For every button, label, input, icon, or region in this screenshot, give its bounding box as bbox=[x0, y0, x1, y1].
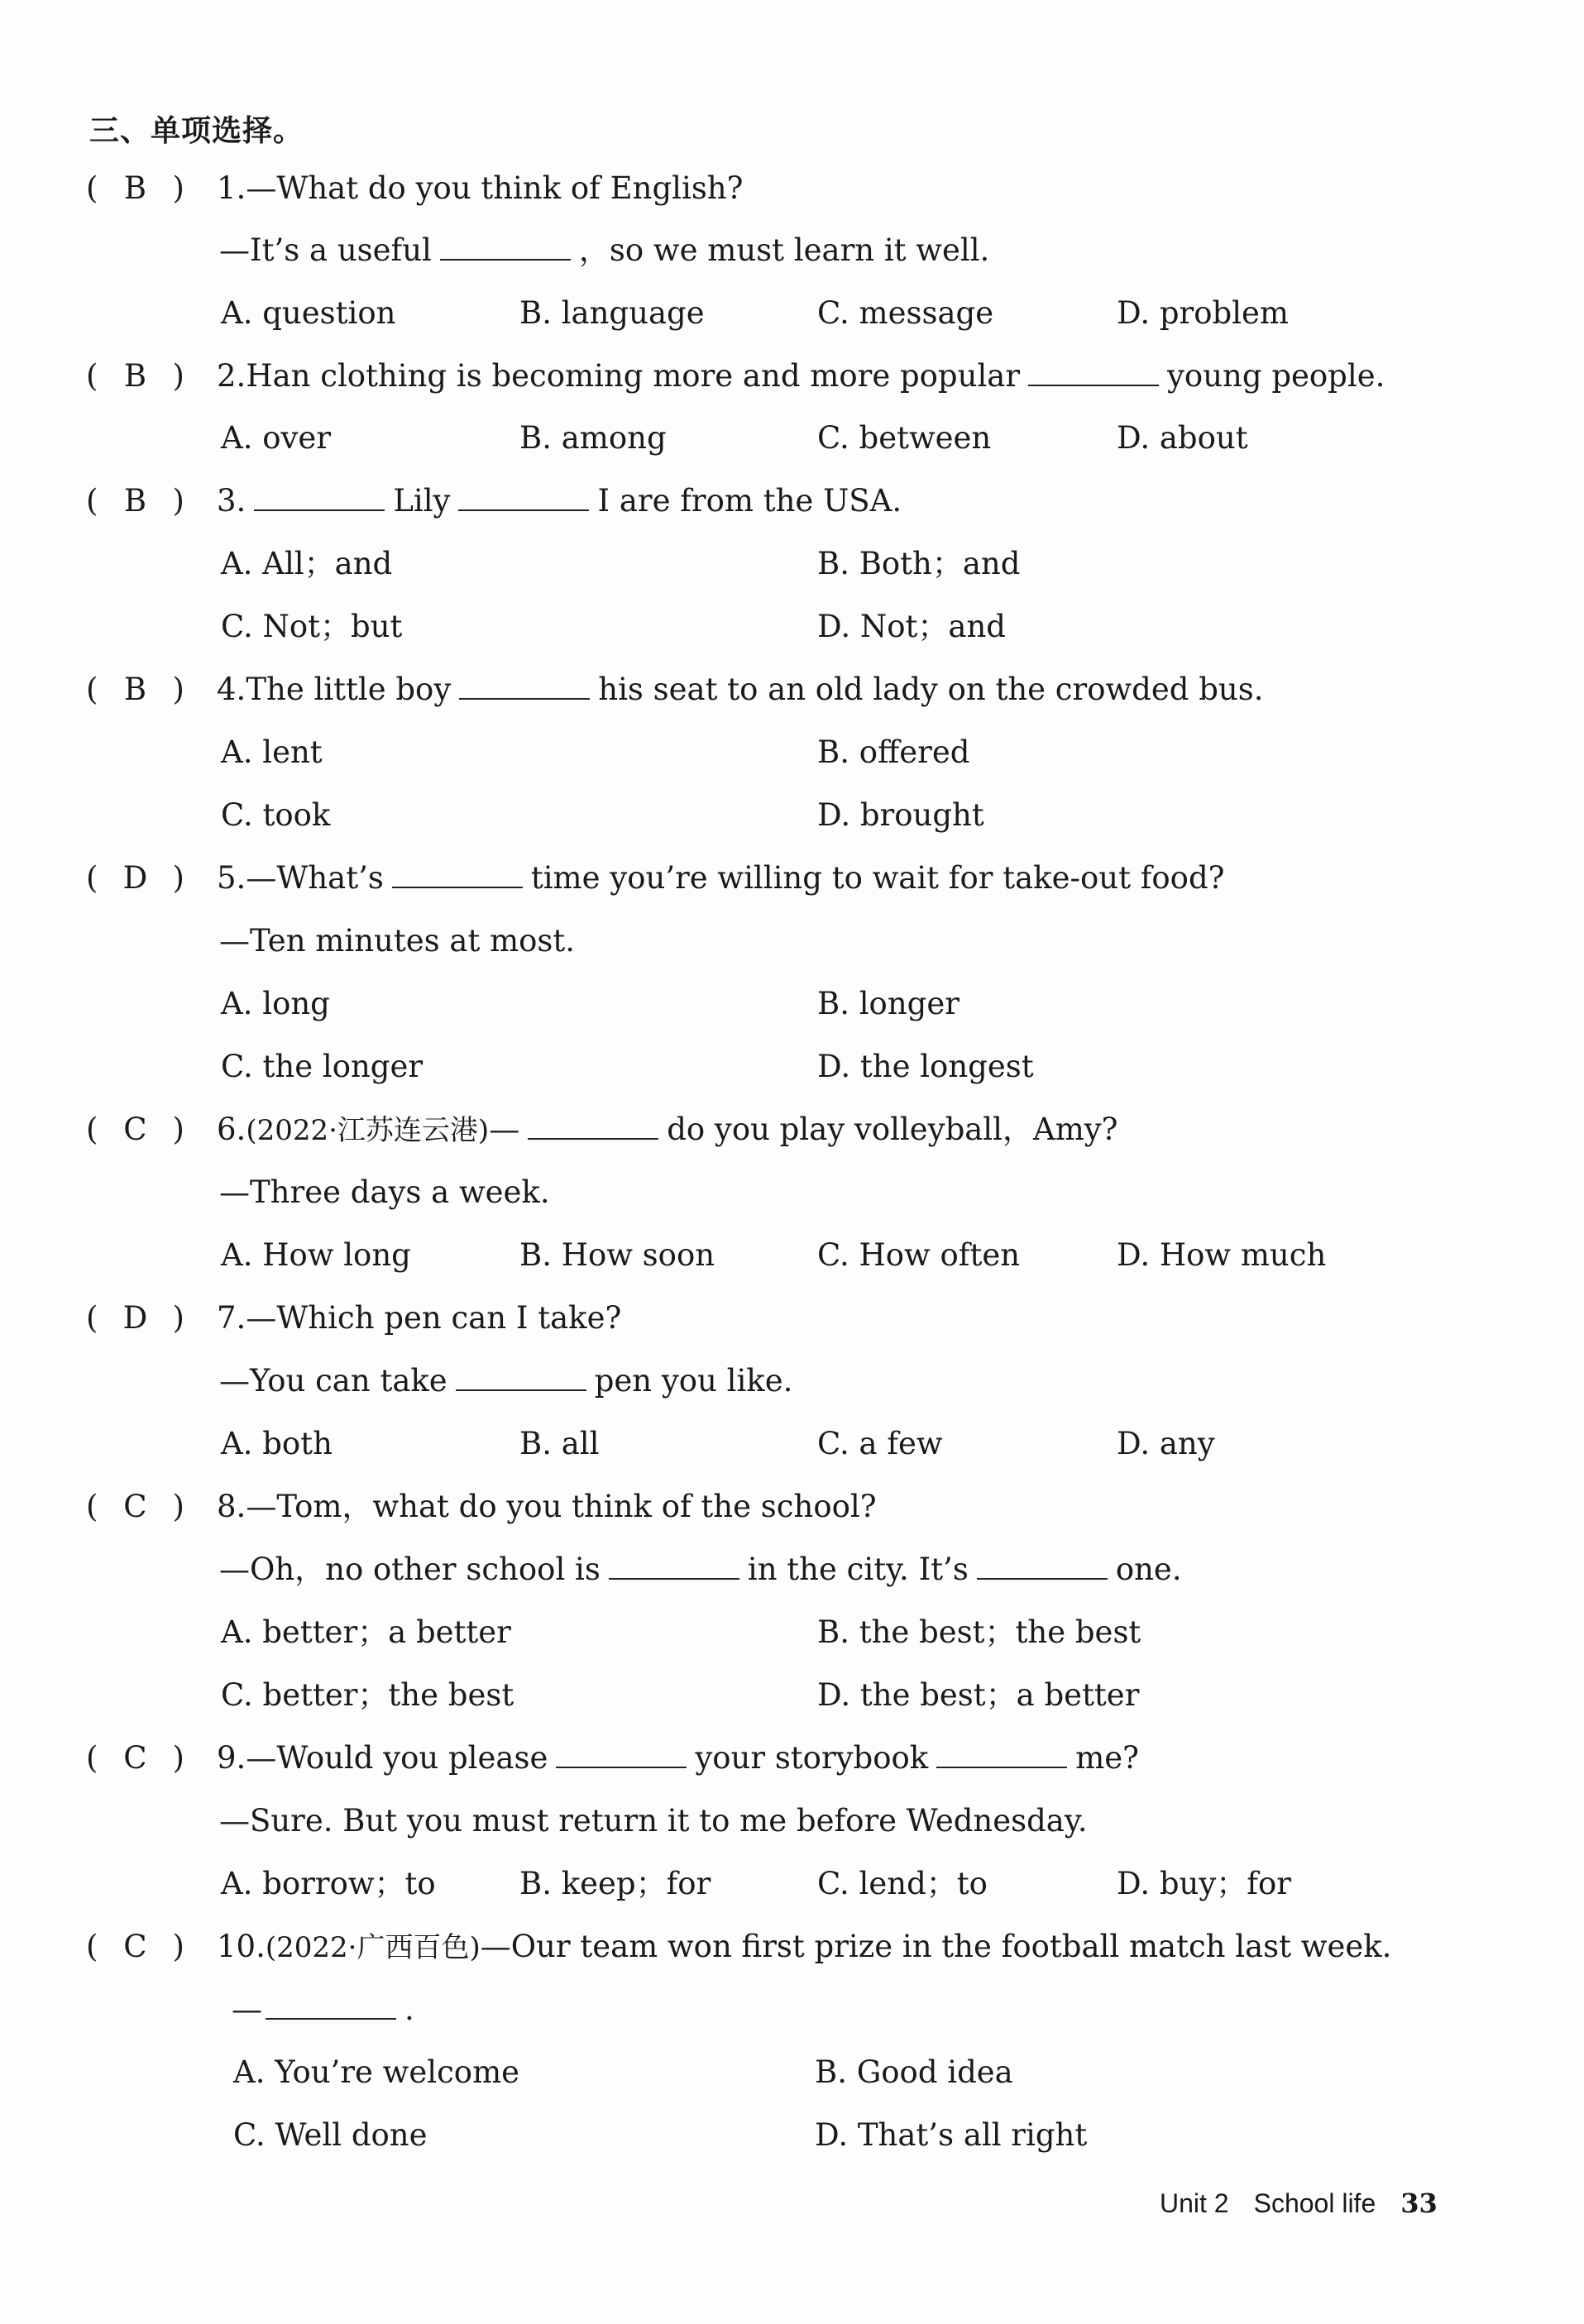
question-9: ( C ) 9.—Would you please your storybook me? bbox=[86, 1738, 1139, 1778]
answer-blank bbox=[556, 1742, 687, 1768]
question-6: ( C ) 6.(2022·江苏连云港)— do you play volleyball，Amy? bbox=[86, 1110, 1118, 1150]
question-1-line2: —It’s a useful ，so we must learn it well. bbox=[219, 232, 990, 268]
question-1: ( B ) 1.—What do you think of English? bbox=[86, 169, 743, 208]
option: D. That’s all right bbox=[815, 2117, 1088, 2153]
answer-4: B bbox=[123, 672, 147, 707]
option: C. lend；to bbox=[817, 1866, 988, 1901]
option: D. buy；for bbox=[1117, 1866, 1291, 1901]
answer-9: C bbox=[123, 1740, 147, 1776]
option: D. How much bbox=[1117, 1237, 1327, 1273]
option: A. borrow；to bbox=[221, 1866, 436, 1901]
answer-7: D bbox=[122, 1300, 148, 1336]
answer-blank bbox=[1028, 360, 1159, 386]
answer-6: C bbox=[123, 1112, 147, 1147]
question-7: ( D ) 7.—Which pen can I take? bbox=[86, 1298, 621, 1338]
answer-8: C bbox=[123, 1489, 147, 1524]
option: B. Good idea bbox=[815, 2054, 1013, 2090]
answer-blank bbox=[254, 485, 385, 511]
option: D. problem bbox=[1117, 295, 1290, 331]
option: A. over bbox=[221, 420, 332, 456]
answer-blank bbox=[456, 1365, 586, 1391]
option: D. the best；a better bbox=[817, 1677, 1140, 1713]
footer-title: School life bbox=[1253, 2188, 1376, 2218]
option: B. Both；and bbox=[817, 546, 1021, 581]
answer-blank bbox=[440, 234, 571, 261]
option: C. Not；but bbox=[221, 609, 403, 644]
option: A. long bbox=[221, 986, 330, 1021]
page-number: 33 bbox=[1400, 2188, 1438, 2219]
option: B. keep；for bbox=[519, 1866, 711, 1901]
question-7-line2: —You can take pen you like. bbox=[219, 1363, 793, 1399]
option: D. Not；and bbox=[817, 609, 1006, 644]
question-4: ( B ) 4.The little boy his seat to an old lady on the crowded bus. bbox=[86, 670, 1263, 710]
option: A. lent bbox=[221, 734, 323, 770]
option: A. All；and bbox=[221, 546, 393, 581]
option: C. Well done bbox=[233, 2117, 428, 2153]
option: C. took bbox=[221, 797, 331, 833]
option: C. How often bbox=[817, 1237, 1021, 1273]
option: A. You’re welcome bbox=[233, 2054, 520, 2090]
option: B. offered bbox=[817, 734, 970, 770]
option: A. How long bbox=[221, 1237, 411, 1273]
option: D. about bbox=[1117, 420, 1248, 456]
answer-2: B bbox=[123, 358, 147, 394]
question-source: (2022·广西百色) bbox=[265, 1931, 481, 1964]
question-5-line2: —Ten minutes at most. bbox=[219, 923, 576, 959]
question-3: ( B ) 3. Lily I are from the USA. bbox=[86, 481, 902, 521]
option: B. the best；the best bbox=[817, 1614, 1141, 1650]
page-footer bbox=[1160, 2188, 1438, 2219]
answer-blank bbox=[459, 673, 590, 700]
option: D. brought bbox=[817, 797, 984, 833]
option: A. better；a better bbox=[221, 1614, 511, 1650]
question-6-line2: —Three days a week. bbox=[219, 1174, 550, 1210]
question-8-line2: —Oh，no other school is in the city. It’s one. bbox=[219, 1552, 1182, 1587]
answer-blank bbox=[266, 1993, 396, 2020]
question-10-line2: — . bbox=[232, 1992, 414, 2027]
question-10: ( C ) 10.(2022·广西百色)—Our team won first prize in the football match last week. bbox=[86, 1927, 1391, 1968]
answer-blank bbox=[609, 1553, 739, 1580]
option: B. among bbox=[519, 420, 667, 456]
answer-blank bbox=[528, 1113, 658, 1140]
section-title: 三、单项选择。 bbox=[89, 114, 304, 148]
option: B. language bbox=[519, 295, 705, 331]
option: C. between bbox=[817, 420, 992, 456]
answer-5: D bbox=[122, 860, 148, 896]
question-8: ( C ) 8.—Tom，what do you think of the school? bbox=[86, 1487, 877, 1527]
answer-blank bbox=[458, 485, 589, 511]
option: C. better；the best bbox=[221, 1677, 514, 1713]
option: A. both bbox=[221, 1426, 333, 1461]
option: B. all bbox=[519, 1426, 600, 1461]
option: C. the longer bbox=[221, 1049, 424, 1084]
question-source: (2022·江苏连云港) bbox=[246, 1114, 490, 1147]
answer-blank bbox=[936, 1742, 1067, 1768]
option: D. any bbox=[1117, 1426, 1215, 1461]
answer-blank bbox=[977, 1553, 1108, 1580]
question-5: ( D ) 5.—What’s time you’re willing to wait for take-out food? bbox=[86, 858, 1224, 898]
option: C. message bbox=[817, 295, 994, 331]
answer-3: B bbox=[123, 483, 147, 519]
question-2: ( B ) 2.Han clothing is becoming more and more popular young people. bbox=[86, 356, 1385, 396]
answer-1: B bbox=[123, 170, 147, 206]
option: C. a few bbox=[817, 1426, 943, 1461]
answer-10: C bbox=[123, 1929, 147, 1964]
option: D. the longest bbox=[817, 1049, 1034, 1084]
question-9-line2: —Sure. But you must return it to me before Wednesday. bbox=[219, 1803, 1088, 1839]
option: B. longer bbox=[817, 986, 959, 1021]
footer-unit: Unit 2 bbox=[1160, 2188, 1229, 2218]
answer-blank bbox=[392, 862, 523, 888]
option: A. question bbox=[221, 295, 396, 331]
option: B. How soon bbox=[519, 1237, 715, 1273]
